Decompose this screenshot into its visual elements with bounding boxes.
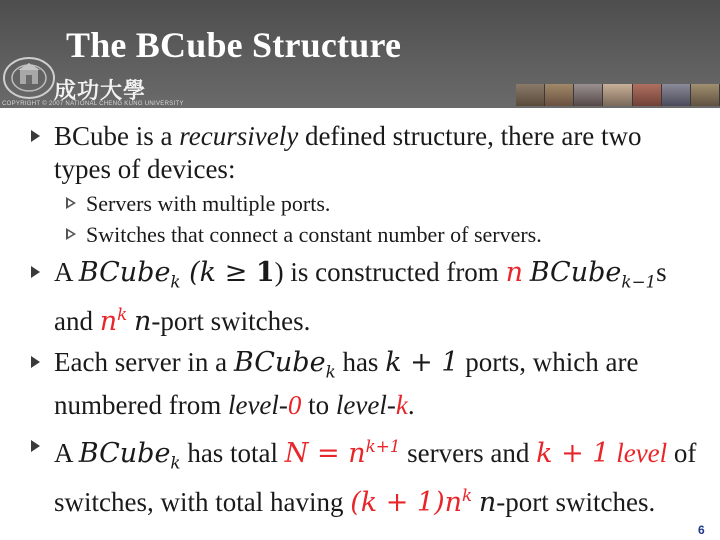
campus-photo [545,84,574,106]
math-expression: k + 1 [536,437,610,469]
bullet-arrow-icon [31,356,40,368]
campus-photo [574,84,603,106]
bullet-arrow-icon [31,440,40,452]
campus-photo [603,84,632,106]
math-expression: BCube$_k$ [78,437,181,473]
copyright-notice: COPYRIGHT © 2007 NATIONAL CHENG KUNG UNIVERSITY [2,101,184,107]
campus-photo [691,84,720,106]
bullet-item: A BCube$_k$ has total $N = n^{k+1}$ servers and k + 1 level of switches, with total having $(k + 1)n^k$ n-port switches. [28,430,698,519]
math-expression: BCube$_k$ [233,347,336,382]
math-expression: BCube$_k$ [78,257,181,292]
bullet-item: A BCube$_k$ (k ≥ 1) is constructed from n BCube$_{k-1}$s and $n^k$ n-port switches. [28,256,698,338]
math-expression: $n^k$ [99,304,128,338]
slide-content [28,120,698,519]
emphasis-text: recursively [179,121,299,151]
university-name: 成功大學 [54,78,147,104]
campus-photo [516,84,545,106]
slide-header [0,0,720,108]
hollow-arrow-icon [66,228,76,240]
bullet-arrow-icon [31,266,40,278]
campus-photo [662,84,691,106]
hollow-arrow-icon [66,197,76,209]
math-expression: BCube$_{k-1}$ [529,257,657,292]
university-emblem-icon [2,56,56,100]
bullet-item: Each server in a BCube$_k$ has k + 1 ports, which are numbered from level-0 to level-k. [28,346,698,421]
slide-title: The BCube Structure [66,25,402,65]
math-expression: $N = n^{k+1}$ [284,435,401,469]
campus-photo-strip [516,84,720,106]
math-expression: $(k + 1)n^k$ [350,485,473,519]
bullet-arrow-icon [31,130,40,142]
sub-bullet-item: Switches that connect a constant number of servers. [28,221,698,248]
math-expression: n [505,257,523,288]
page-number: 6 [698,523,705,537]
math-expression: k + 1 [385,347,459,379]
campus-photo [633,84,662,106]
bullet-item: BCube is a recursively defined structure, there are two types of devices: [28,120,698,186]
sub-bullet-item: Servers with multiple ports. [28,190,698,217]
